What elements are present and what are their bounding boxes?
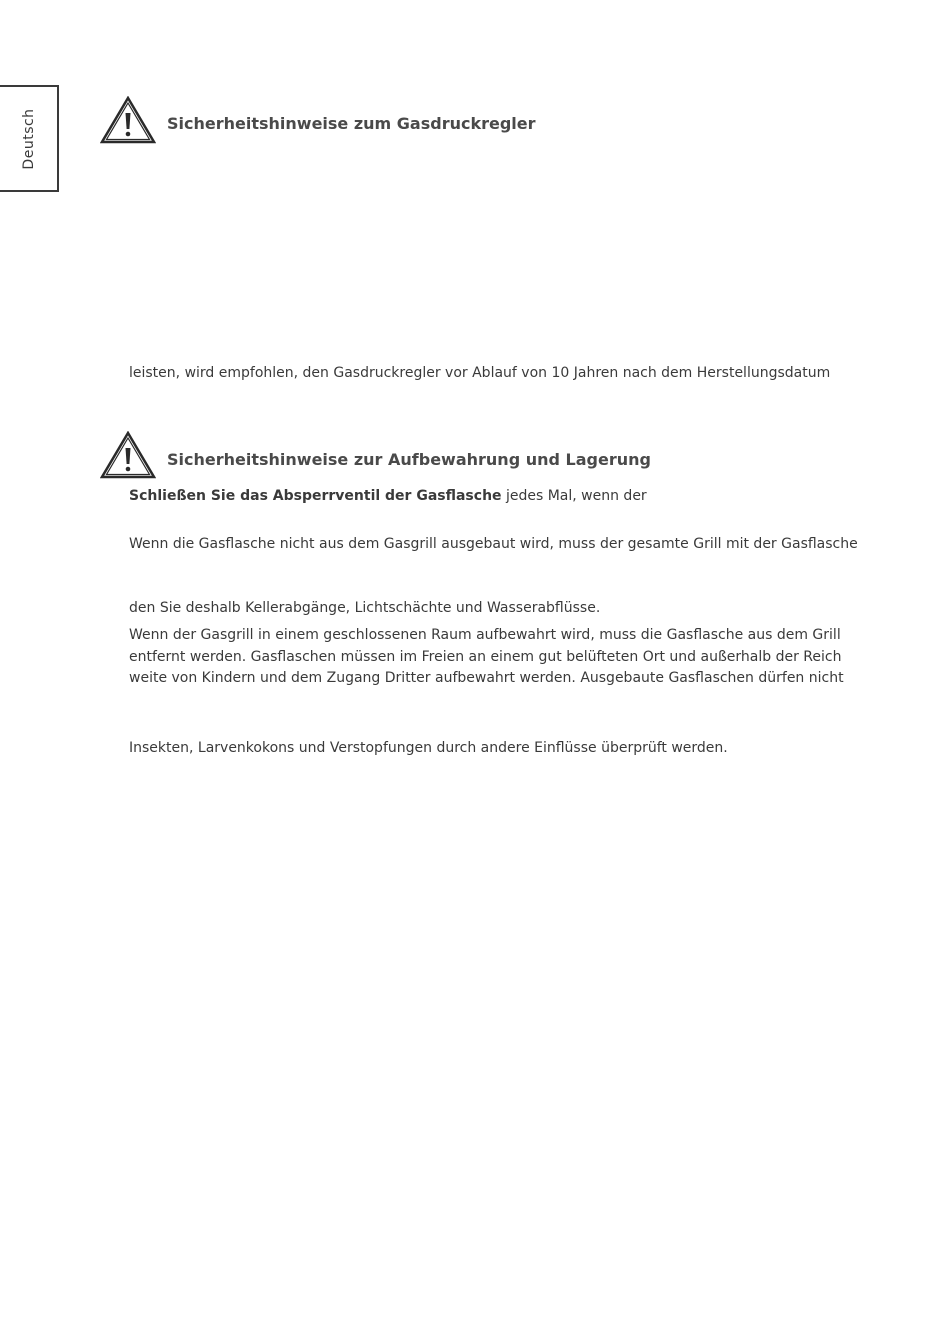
- language-tab: [0, 85, 59, 192]
- body-text-line: Insekten, Larvenkokons und Verstopfungen durch andere Einflüsse überprüft werden.: [129, 740, 728, 756]
- bold-instruction: Schließen Sie das Absperrventil der Gasflasche: [129, 488, 502, 504]
- warning-triangle-icon: [100, 96, 156, 144]
- body-text-line: weite von Kindern und dem Zugang Dritter aufbewahrt werden. Ausgebaute Gasflaschen dürfen nicht: [129, 670, 844, 686]
- body-text-line: Wenn der Gasgrill in einem geschlossenen Raum aufbewahrt wird, muss die Gasflasche aus dem Grill: [129, 627, 841, 643]
- body-text-line: Wenn die Gasflasche nicht aus dem Gasgrill ausgebaut wird, muss der gesamte Grill mit der Gasflasche: [129, 536, 858, 552]
- body-text-line: den Sie deshalb Kellerabgänge, Lichtschächte und Wasserabflüsse.: [129, 600, 601, 616]
- language-tab-label: Deutsch: [20, 107, 37, 170]
- body-text-line: [129, 486, 647, 506]
- warning-triangle-icon: [100, 431, 156, 479]
- body-text-line: leisten, wird empfohlen, den Gasdruckregler vor Ablauf von 10 Jahren nach dem Herstellungsdatum: [129, 365, 831, 381]
- body-text-continuation: jedes Mal, wenn der: [501, 488, 647, 504]
- body-text-line: entfernt werden. Gasflaschen müssen im Freien an einem gut belüfteten Ort und außerhalb der Reich: [129, 649, 842, 665]
- section-heading-storage: Sicherheitshinweise zur Aufbewahrung und Lagerung: [167, 450, 651, 469]
- section-heading-pressure-regulator: Sicherheitshinweise zum Gasdruckregler: [167, 114, 536, 133]
